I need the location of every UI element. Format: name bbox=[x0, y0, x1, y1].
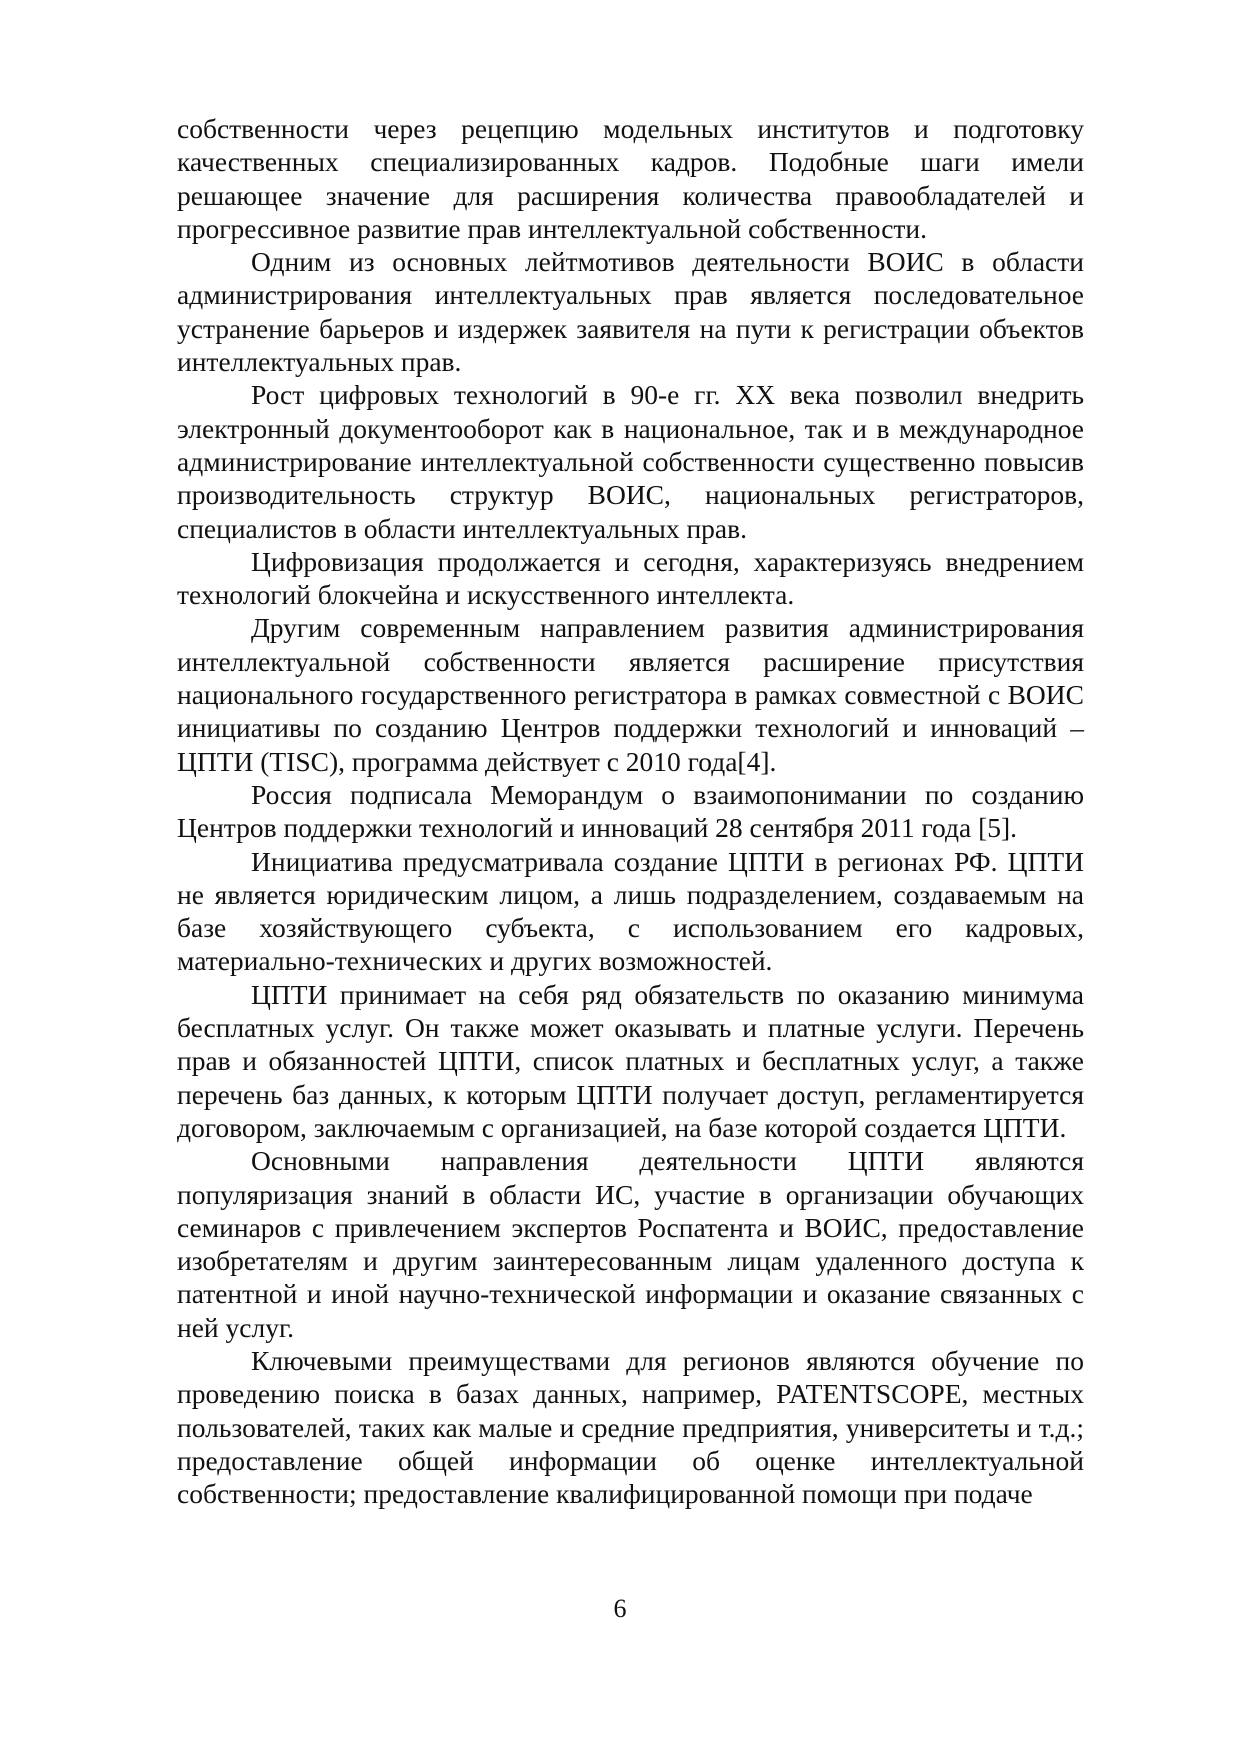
paragraph: Россия подписала Меморандум о взаимопонимании по созданию Центров поддержки технологий и инноваций 28 сентября 2011 года [5]. bbox=[177, 778, 1084, 844]
page-number: 6 bbox=[613, 1594, 627, 1623]
paragraph: Одним из основных лейтмотивов деятельности ВОИС в области администрирования интеллектуальных прав является последовательное устранение барьеров и издержек заявителя на пути к регистрации объектов интеллектуальных прав. bbox=[177, 246, 1084, 378]
paragraph: Ключевыми преимуществами для регионов являются обучение по проведению поиска в базах данных, например, PATENTSCOPE, местных пользователей, таких как малые и средние предприятия, университеты и т.д.; предоставление общей информации об оценке интеллектуальной собственности; предоставление квалифицированной помощи при подаче bbox=[177, 1344, 1084, 1510]
paragraph: ЦПТИ принимает на себя ряд обязательств по оказанию минимума бесплатных услуг. Он также может оказывать и платные услуги. Перечень прав и обязанностей ЦПТИ, список платных и бесплатных услуг, а также перечень баз данных, к которым ЦПТИ получает доступ, регламентируется договором, заключаемым с организацией, на базе которой создается ЦПТИ. bbox=[177, 978, 1084, 1143]
paragraph: Цифровизация продолжается и сегодня, характеризуясь внедрением технологий блокчейна и искусственного интеллекта. bbox=[177, 545, 1084, 611]
paragraph: Инициатива предусматривала создание ЦПТИ в регионах РФ. ЦПТИ не является юридическим лицом, а лишь подразделением, создаваемым на базе хозяйствующего субъекта, с использованием его кадровых, материально-технических и других возможностей. bbox=[177, 845, 1084, 977]
paragraph: Другим современным направлением развития администрирования интеллектуальной собственности является расширение присутствия национального государственного регистратора в рамках совместной с ВОИС инициативы по созданию Центров поддержки технологий и инноваций – ЦПТИ (TISC), программа действует с 2010 года[4]. bbox=[177, 612, 1084, 777]
paragraph: собственности через рецепцию модельных институтов и подготовку качественных специализированных кадров. Подобные шаги имели решающее значение для расширения количества правообладателей и прогрессивное развитие прав интеллектуальной собственности. bbox=[177, 113, 1084, 244]
page-body bbox=[177, 112, 1084, 1510]
paragraph: Основными направления деятельности ЦПТИ являются популяризация знаний в области ИС, участие в организации обучающих семинаров с привлечением экспертов Роспатента и ВОИС, предоставление изобретателям и другим заинтересованным лицам удаленного доступа к патентной и иной научно-технической информации и оказание связанных с ней услуг. bbox=[177, 1145, 1084, 1343]
paragraph: Рост цифровых технологий в 90-е гг. XX века позволил внедрить электронный документооборот как в национальное, так и в международное администрирование интеллектуальной собственности существенно повысив производительность структур ВОИС, национальных регистраторов, специалистов в области интеллектуальных прав. bbox=[177, 379, 1084, 544]
